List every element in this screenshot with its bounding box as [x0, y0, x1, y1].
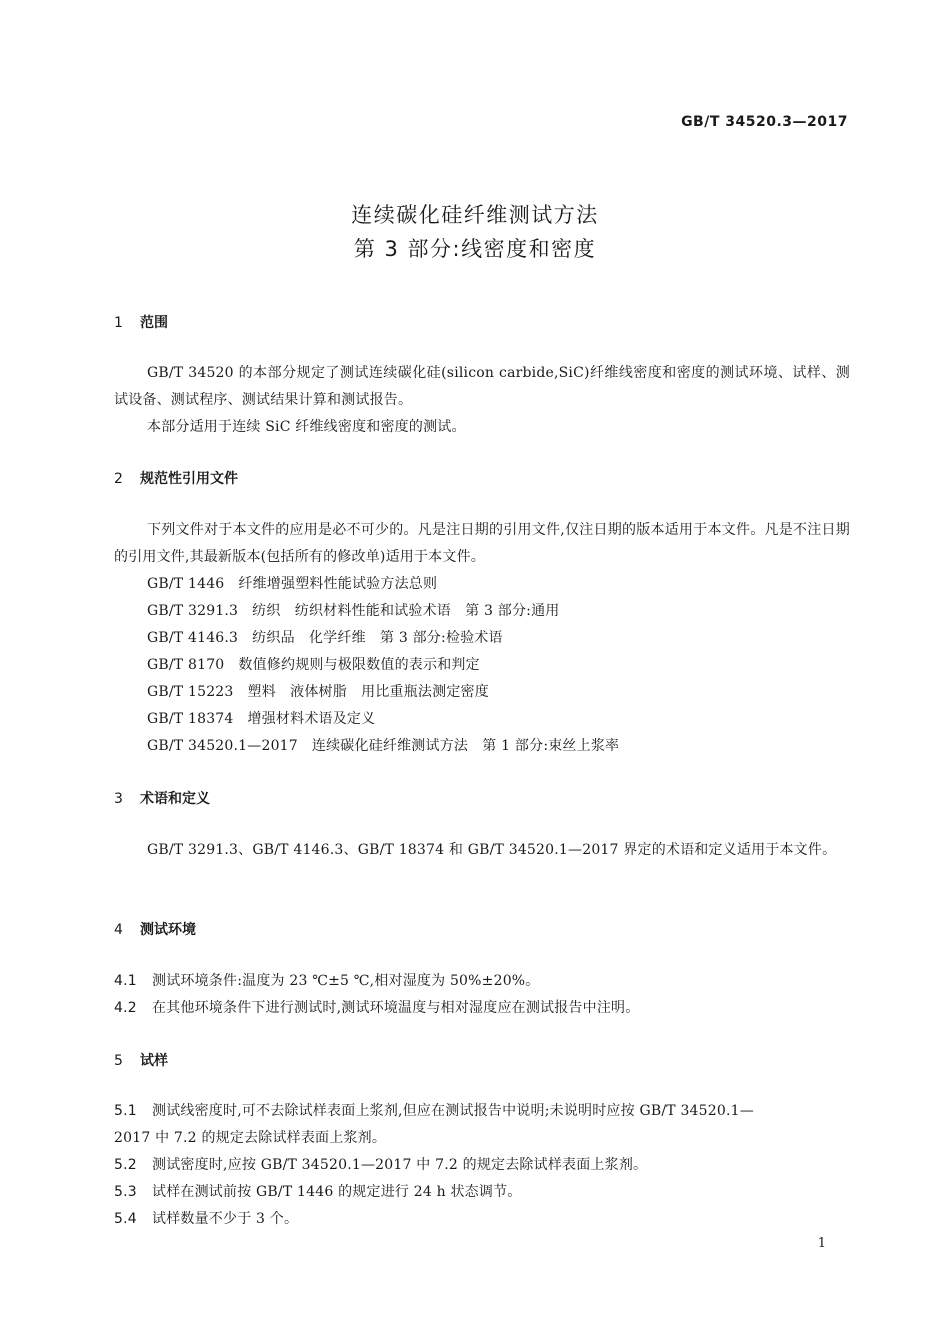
reference-code: GB/T 4146.3 — [147, 630, 239, 646]
reference-code: GB/T 8170 — [147, 657, 225, 673]
clause-text: 测试密度时,应按 GB/T 34520.1—2017 中 7.2 的规定去除试样表面上浆剂。 — [152, 1157, 648, 1173]
document-title: 连续碳化硅纤维测试方法 — [351, 203, 599, 227]
section-test-environment — [114, 920, 850, 940]
section-number: 3 — [114, 791, 123, 807]
reference-code: GB/T 34520.1—2017 — [147, 738, 298, 754]
clause-text: 测试环境条件:温度为 23 ℃±5 ℃,相对湿度为 50%±20%。 — [152, 973, 540, 989]
section-environment-body — [114, 968, 850, 1022]
section-normative-references — [114, 469, 850, 489]
reference-name: 塑料 液体树脂 用比重瓶法测定密度 — [247, 684, 489, 700]
reference-code: GB/T 1446 — [147, 576, 225, 592]
paragraph: 下列文件对于本文件的应用是必不可少的。凡是注日期的引用文件,仅注日期的版本适用于本文件。凡是不注日期的引用文件,其最新版本(包括所有的修改单)适用于本文件。 — [114, 522, 850, 565]
paragraph: GB/T 3291.3、GB/T 4146.3、GB/T 18374 和 GB/T 34520.1—2017 界定的术语和定义适用于本文件。 — [147, 842, 837, 858]
section-title: 规范性引用文件 — [140, 471, 238, 487]
standard-code: GB/T 34520.3—2017 — [681, 114, 848, 130]
paragraph: 本部分适用于连续 SiC 纤维线密度和密度的测试。 — [147, 419, 466, 435]
reference-name: 增强材料术语及定义 — [247, 711, 376, 727]
section-scope — [114, 313, 850, 333]
section-references-body — [114, 517, 850, 760]
reference-name: 纤维增强塑料性能试验方法总则 — [238, 576, 438, 592]
section-terms-body — [114, 837, 850, 864]
section-title: 试样 — [140, 1053, 168, 1069]
clause-item — [114, 1152, 850, 1179]
reference-name: 纺织 纺织材料性能和试验术语 第 3 部分:通用 — [252, 603, 560, 619]
page-number: 1 — [817, 1236, 826, 1251]
reference-item — [114, 733, 850, 760]
section-number: 1 — [114, 315, 123, 331]
reference-item — [114, 598, 850, 625]
reference-item — [114, 652, 850, 679]
clause-text: 在其他环境条件下进行测试时,测试环境温度与相对湿度应在测试报告中注明。 — [152, 1000, 640, 1016]
reference-item — [114, 679, 850, 706]
section-heading — [114, 313, 850, 333]
document-subtitle: 第 3 部分:线密度和密度 — [353, 237, 597, 261]
clause-number: 5.3 — [114, 1184, 137, 1200]
clause-number: 4.2 — [114, 1000, 137, 1016]
clause-text: 试样数量不少于 3 个。 — [152, 1211, 299, 1227]
clause-text: 测试线密度时,可不去除试样表面上浆剂,但应在测试报告中说明;未说明时应按 GB/T 34520.1— — [152, 1103, 754, 1119]
reference-item — [114, 706, 850, 733]
section-number: 5 — [114, 1053, 123, 1069]
reference-name: 数值修约规则与极限数值的表示和判定 — [238, 657, 480, 673]
paragraph: GB/T 34520 的本部分规定了测试连续碳化硅(silicon carbide,SiC)纤维线密度和密度的测试环境、试样、测试设备、测试程序、测试结果计算和测试报告。 — [114, 365, 850, 408]
clause-number: 5.4 — [114, 1211, 137, 1227]
clause-item — [114, 1206, 850, 1233]
reference-item — [114, 625, 850, 652]
clause-continuation: 2017 中 7.2 的规定去除试样表面上浆剂。 — [114, 1130, 387, 1146]
clause-item — [114, 968, 850, 995]
section-title: 范围 — [140, 315, 168, 331]
section-specimen — [114, 1051, 850, 1071]
clause-item — [114, 1098, 850, 1125]
section-specimen-body — [114, 1098, 850, 1233]
clause-text: 试样在测试前按 GB/T 1446 的规定进行 24 h 状态调节。 — [152, 1184, 522, 1200]
section-terms — [114, 789, 850, 809]
section-title: 测试环境 — [140, 922, 196, 938]
reference-name: 连续碳化硅纤维测试方法 第 1 部分:束丝上浆率 — [311, 738, 620, 754]
section-heading — [114, 469, 850, 489]
clause-number: 5.1 — [114, 1103, 137, 1119]
clause-number: 4.1 — [114, 973, 137, 989]
reference-code: GB/T 3291.3 — [147, 603, 239, 619]
reference-item — [114, 571, 850, 598]
section-heading — [114, 920, 850, 940]
reference-name: 纺织品 化学纤维 第 3 部分:检验术语 — [252, 630, 503, 646]
section-scope-body — [114, 360, 850, 441]
reference-code: GB/T 18374 — [147, 711, 234, 727]
section-heading — [114, 789, 850, 809]
clause-number: 5.2 — [114, 1157, 137, 1173]
section-title: 术语和定义 — [140, 791, 210, 807]
reference-code: GB/T 15223 — [147, 684, 234, 700]
section-number: 4 — [114, 922, 123, 938]
section-heading — [114, 1051, 850, 1071]
section-number: 2 — [114, 471, 123, 487]
clause-item — [114, 1179, 850, 1206]
clause-item — [114, 995, 850, 1022]
